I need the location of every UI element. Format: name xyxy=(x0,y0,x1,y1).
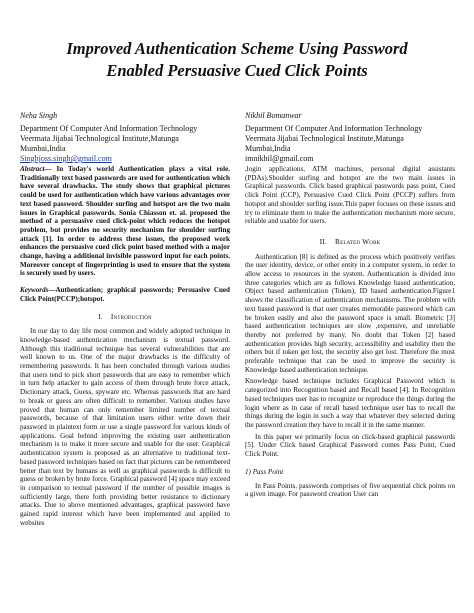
author-block-right xyxy=(245,111,455,164)
introduction-continuation: ,login applications, ATM machines, personal digital assistants (PDAs).Shoulder surfing and hotspot are the two main issues in Graphical passwords. Click based graphical passwords pass point, Cued click Point (CCP), Persuasive Cued Click Point (PCCP) suffers from hotspot and shoulder surfing issue.This paper focuses on these issues and try to eliminate them to make the authentication mechanism more secure, reliable and usable for users. xyxy=(245,165,455,226)
section-title: Related Work xyxy=(334,236,381,246)
author-name: Neha Singh xyxy=(20,111,58,120)
author-institute: Veermata Jijabai Technological Institute,Matunga xyxy=(245,134,404,143)
author-block-left xyxy=(20,111,220,164)
author-affiliation: Department Of Computer And Information Technology xyxy=(20,124,198,133)
author-city: Mumbai,India xyxy=(245,144,291,153)
subsection-heading-pass-point xyxy=(245,468,455,477)
author-email: imnikhil@gmail.com xyxy=(245,154,314,163)
author-email-link[interactable]: Singhjoss.singh@gmail.com xyxy=(20,154,112,163)
keywords xyxy=(20,286,230,303)
author-affiliation: Department Of Computer And Information Technology xyxy=(245,124,423,133)
right-column xyxy=(245,165,455,502)
pass-point-paragraph: In Pass Points, passwords comprises of five sequential click points on a given image. For password creation User can xyxy=(245,481,455,499)
keywords-lead: Keywords— xyxy=(20,286,56,295)
abstract xyxy=(20,165,230,278)
subsection-title: Pass Point xyxy=(252,467,284,476)
section-number: I. xyxy=(98,311,103,321)
title-line-1: Improved Authentication Scheme Using Password xyxy=(66,39,408,58)
title-line-2: Enabled Persuasive Cued Click Points xyxy=(106,61,368,80)
section-number: II. xyxy=(319,236,327,246)
subsection-number: 1) xyxy=(245,467,251,476)
paper-title xyxy=(20,38,454,82)
section-heading-introduction xyxy=(20,313,230,322)
author-institute: Veermata Jijabai Technological Institute,Matunga xyxy=(20,134,179,143)
related-work-paragraph-2: Knowledge based technique includes Graphical Password which is categorized into Recognition based and Recall based [4]. In Recognition based techniques user has to recognize or reproduce the things during the login where as in case of recall based technique user has to recall the things during the login in such a way that whatever they selected during the password creation they have to recall it in the same manner. xyxy=(245,377,455,429)
section-title: Introduction xyxy=(110,311,152,321)
abstract-text: In Today's world Authentication plays a vital role. Traditionally text based passwords are used for authentication which have several drawbacks. The study shows that graphical pictures could be used for authentication which have various advantages over text based password. Shoulder surfing and hotspot are the two main issues in Graphical passwords. Sonia Chiasson et. al. proposed the method of a persuasive cued click-point which reduces the hotspot problem, but provides no security mechanism for shoulder surfing attack [1]. In order to address these issues, the proposed work enhances the persuasive cued click point based method with a major change, having a additional invisible password input for each points. Moreover concept of fingerprinting is used to ensure that the system is securely used by users. xyxy=(20,165,230,278)
abstract-lead: Abstract— xyxy=(20,165,52,173)
left-column xyxy=(20,165,230,530)
keywords-text: Authentication; graphical passwords; Persuasive Cued Click Point(PCCP);hotspot. xyxy=(20,286,230,303)
author-name: Nikhil Bomanwar xyxy=(245,111,302,120)
related-work-paragraph-3: In this paper we primarily focus on click-based graphical passwords [5]. Under Click based Graphical Password comes Pass Point, Cued Click Point. xyxy=(245,432,455,459)
author-city: Mumbai,India xyxy=(20,144,66,153)
section-heading-related-work xyxy=(245,238,455,247)
introduction-paragraph: In our day to day life most common and widely adopted technique in knowledge-based authentication mechanism is textual password. Although this traditional technique has several vulnerabilities that are well known to us. One of the major drawbacks is the difficulty of remembering passwords. It has been concluded through various studies that users tend to pick short passwords that are easy to remember which in turn help attacker to gain access of them through brute force attack, Dictionary attack, Guess, spyware etc. Whereas passwords that are hard to break or guess are often difficult to remember. Various studies have proved that human can only remember limited number of textual passwords, because of that limitation users either write down their password in plaintext form or use a single password for various kinds of applications. Goal behind improving the existing user authentication mechanism is to make it more secure and usable for the user. Graphical authentication system is proposed as an alternative to traditional text-based password techniques based on fact that pictures can be remembered better than text by humans as well as graphical passwords is difficult to guess or broken by brute force. Graphical password [4] space may exceed in comparison to textual password if the number of possible images is sufficiently large, there forth providing better resistance to dictionary attacks. Due to above mentioned advantages, graphical password have gained rapid interest which have been implemented and applied to websites xyxy=(20,327,230,527)
related-work-paragraph-1: Authentication [8] is defined as the process which positively verifies the user identity, device, or other entity in a computer system, in order to allow access to resources in the system. Authentication is divided into three categories which are as follows Knowledge based authentication, Object based authentication (Token), ID based authentication.Figure1 shows the classification of authentication mechanisms. The problem with text based password is that user creates memorable password which can be broken easily and also the password space is small. Biometric [3] based authentication techniques are slow ,expensive, and unreliable thereby not preferred by many. No doubt that Token [2] based authentication provides high security, accessibility and usability then the others but if token get lost, the security also get lost. Therefore the most preferable technique that can be used to improve the security is Knowledge based authentication technique. xyxy=(245,252,455,374)
